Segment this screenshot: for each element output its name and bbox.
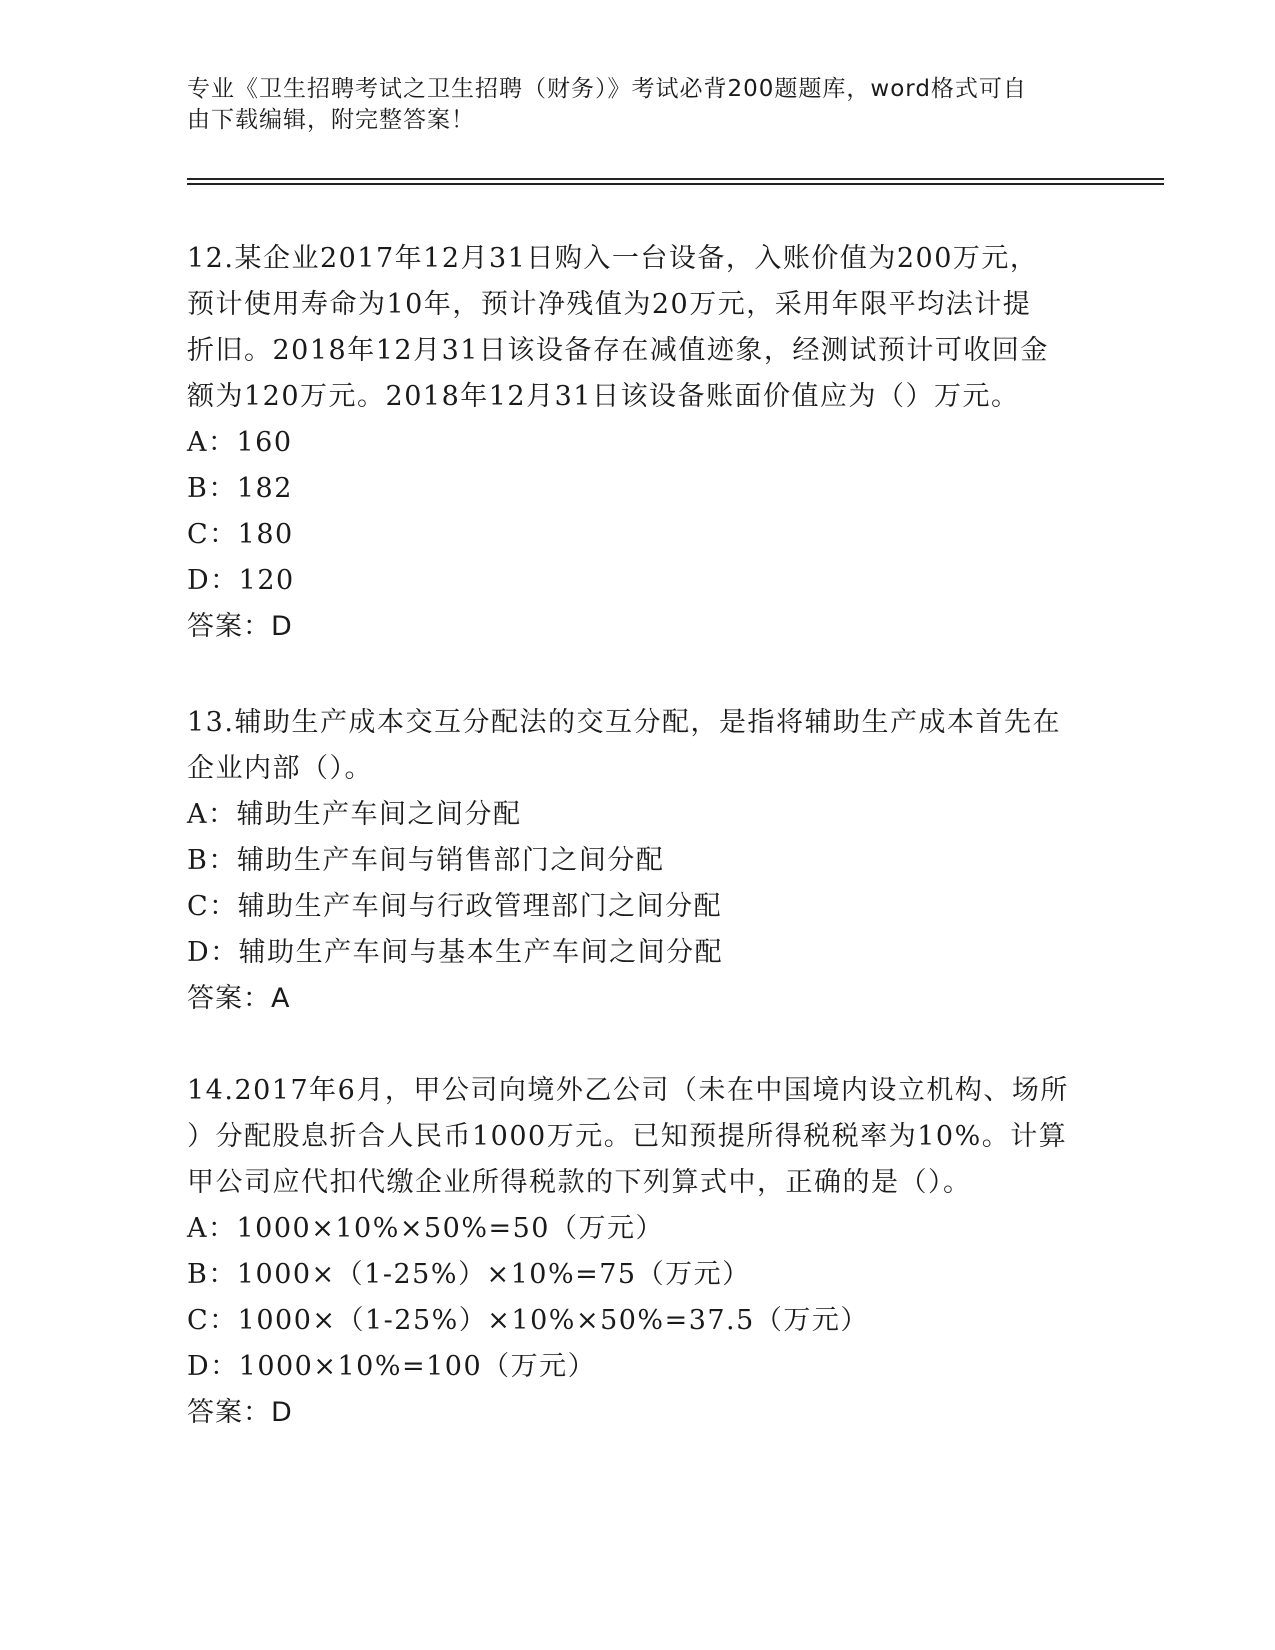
question-text: 13.辅助生产成本交互分配法的交互分配，是指将辅助生产成本首先在 企业内部（）。 — [187, 707, 1061, 784]
option-a: A：1000×10%×50%=50（万元） — [187, 1213, 664, 1244]
header-divider-top — [187, 178, 1164, 180]
option-c: C：1000×（1-25%）×10%×50%=37.5（万元） — [187, 1305, 869, 1336]
question-text: 12.某企业2017年12月31日购入一台设备，入账价值为200万元， 预计使用寿命为10年，预计净残值为20万元，采用年限平均法计提 折旧。2018年12月31日该设备存在减值迹象，经测试预计可收回金 额为120万元。2018年12月31日该设备账面价值应为（）万元。 — [187, 243, 1049, 412]
answer: 答案：D — [187, 1397, 293, 1428]
question-text: 14.2017年6月，甲公司向境外乙公司（未在中国境内设立机构、场所 ）分配股息折合人民币1000万元。已知预提所得税税率为10%。计算 甲公司应代扣代缴企业所得税款的下列算式中，正确的是（）。 — [187, 1075, 1069, 1198]
header-divider-bottom — [187, 183, 1164, 185]
option-d: D：120 — [187, 565, 295, 596]
answer: 答案：A — [187, 983, 291, 1014]
option-d: D：1000×10%=100（万元） — [187, 1351, 597, 1382]
option-c: C：辅助生产车间与行政管理部门之间分配 — [187, 891, 723, 922]
document-header: 专业《卫生招聘考试之卫生招聘（财务）》考试必背200题题库，word格式可自 由下载编辑，附完整答案！ — [187, 76, 1027, 133]
answer: 答案：D — [187, 611, 293, 642]
option-d: D：辅助生产车间与基本生产车间之间分配 — [187, 937, 724, 968]
option-b: B：1000×（1-25%）×10%=75（万元） — [187, 1259, 751, 1290]
option-a: A：辅助生产车间之间分配 — [187, 799, 522, 830]
option-b: B：182 — [187, 473, 293, 504]
option-b: B：辅助生产车间与销售部门之间分配 — [187, 845, 665, 876]
question-13 — [187, 700, 1087, 1022]
question-12 — [187, 236, 1087, 650]
question-14 — [187, 1068, 1087, 1436]
option-a: A：160 — [187, 427, 293, 458]
option-c: C：180 — [187, 519, 294, 550]
